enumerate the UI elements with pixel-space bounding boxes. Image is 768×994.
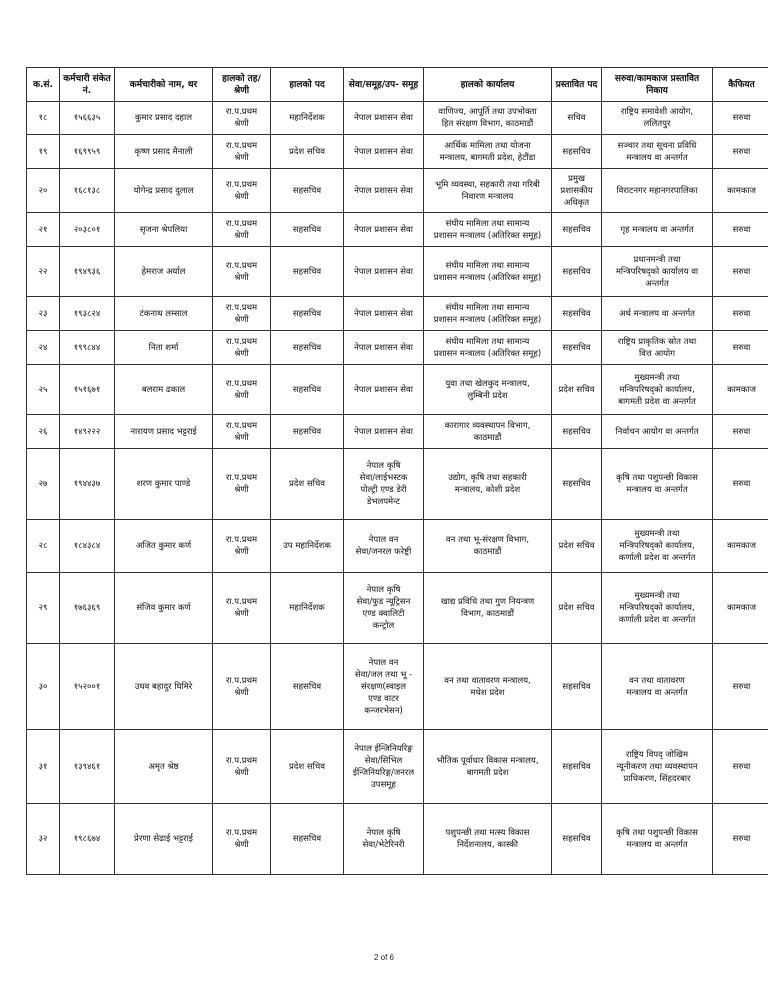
cell-employee-code: १५१६७१ [60, 365, 115, 415]
cell-proposed-post: प्रदेश सचिव [552, 520, 602, 573]
table-row [27, 804, 768, 875]
cell-proposed-post: सहसचिव [552, 804, 602, 875]
table-row [27, 449, 768, 520]
cell-current-office: भौतिक पूर्वाधार विकास मन्त्रालय, बागमती प्रदेश [424, 730, 552, 804]
cell-employee-code: १७६३६९ [60, 573, 115, 644]
cell-employee-code: १९४४३७ [60, 449, 115, 520]
column-header-remarks: कैफियत [713, 68, 768, 102]
cell-employee-code: १९८६७४ [60, 804, 115, 875]
cell-employee-code: १३९४६१ [60, 730, 115, 804]
cell-current-office: वाणिज्य, आपूर्ति तथा उपभोक्ता हित संरक्षण विभाग, काठमाडौं [424, 102, 552, 135]
cell-serial-number: २२ [27, 247, 60, 297]
cell-employee-code: १६८१३८ [60, 169, 115, 213]
cell-employee-name: निता शर्मा [115, 331, 213, 365]
cell-current-level: रा.प.प्रथम श्रेणी [213, 730, 271, 804]
cell-employee-name: अजित कुमार कर्ण [115, 520, 213, 573]
table-row [27, 365, 768, 415]
cell-serial-number: २७ [27, 449, 60, 520]
cell-current-level: रा.प.प्रथम श्रेणी [213, 331, 271, 365]
table-row [27, 573, 768, 644]
cell-proposed-body: अर्थ मन्त्रालय वा अन्तर्गत [602, 297, 713, 331]
cell-proposed-post: सहसचिव [552, 730, 602, 804]
cell-serial-number: ३० [27, 644, 60, 730]
cell-current-level: रा.प.प्रथम श्रेणी [213, 365, 271, 415]
cell-proposed-body: निर्वाचन आयोग वा अन्तर्गत [602, 415, 713, 449]
table-row [27, 730, 768, 804]
cell-current-level: रा.प.प्रथम श्रेणी [213, 449, 271, 520]
table-row [27, 331, 768, 365]
cell-proposed-post: सहसचिव [552, 213, 602, 247]
cell-proposed-body: मुख्यमन्त्री तथा मन्त्रिपरिषद्को कार्यालय, कर्णाली प्रदेश वा अन्तर्गत [602, 573, 713, 644]
cell-employee-name: बलराम ढकाल [115, 365, 213, 415]
cell-service-group: नेपाल कृषि सेवा/भेटेरिनरी [344, 804, 424, 875]
cell-employee-name: हेमराज अर्याल [115, 247, 213, 297]
table-row [27, 520, 768, 573]
cell-serial-number: ३१ [27, 730, 60, 804]
cell-serial-number: २५ [27, 365, 60, 415]
cell-proposed-post: सहसचिव [552, 644, 602, 730]
cell-service-group: नेपाल प्रशासन सेवा [344, 247, 424, 297]
cell-current-office: संघीय मामिला तथा सामान्य प्रशासन मन्त्रालय (अतिरिक्त समूह) [424, 247, 552, 297]
cell-remarks: कामकाज [713, 365, 768, 415]
cell-proposed-body: राष्ट्रिय समावेशी आयोग, ललितपुर [602, 102, 713, 135]
cell-proposed-post: सहसचिव [552, 247, 602, 297]
cell-employee-name: टंकनाथ लम्साल [115, 297, 213, 331]
cell-employee-name: कुमार प्रसाद दहाल [115, 102, 213, 135]
cell-current-post: महानिर्देशक [271, 573, 344, 644]
cell-service-group: नेपाल प्रशासन सेवा [344, 135, 424, 169]
cell-proposed-post: सहसचिव [552, 331, 602, 365]
column-header-current-level: हालको तह/श्रेणी [213, 68, 271, 102]
cell-employee-name: संजिव कुमार कर्ण [115, 573, 213, 644]
cell-proposed-body: सञ्चार तथा सूचना प्रविधि मन्त्रालय वा अन्तर्गत [602, 135, 713, 169]
cell-proposed-body: विराटनगर महानगरपालिका [602, 169, 713, 213]
cell-employee-code: १४९२२२ [60, 415, 115, 449]
cell-proposed-body: राष्ट्रिय विपद् जोखिम न्यूनीकरण तथा व्यवस्थापन प्राधिकरण, सिंहदरबार [602, 730, 713, 804]
cell-current-post: सहसचिव [271, 297, 344, 331]
cell-current-office: संघीय मामिला तथा सामान्य प्रशासन मन्त्रालय (अतिरिक्त समूह) [424, 331, 552, 365]
cell-remarks: कामकाज [713, 573, 768, 644]
cell-current-level: रा.प.प्रथम श्रेणी [213, 102, 271, 135]
cell-current-office: संघीय मामिला तथा सामान्य प्रशासन मन्त्रालय (अतिरिक्त समूह) [424, 297, 552, 331]
cell-proposed-post: सहसचिव [552, 415, 602, 449]
column-header-employee-name: कर्मचारीको नाम, थर [115, 68, 213, 102]
cell-current-post: प्रदेश सचिव [271, 449, 344, 520]
cell-current-post: प्रदेश सचिव [271, 730, 344, 804]
cell-remarks: सरुवा [713, 644, 768, 730]
cell-current-level: रा.प.प्रथम श्रेणी [213, 247, 271, 297]
table-row [27, 247, 768, 297]
cell-current-post: सहसचिव [271, 365, 344, 415]
cell-employee-name: अमृत श्रेष्ठ [115, 730, 213, 804]
cell-current-level: रा.प.प्रथम श्रेणी [213, 804, 271, 875]
cell-current-office: पशुपन्छी तथा मत्स्य विकास निर्देशनालय, कास्की [424, 804, 552, 875]
cell-employee-name: सृजना श्रेपलिया [115, 213, 213, 247]
cell-proposed-post: सचिव [552, 102, 602, 135]
cell-service-group: नेपाल कृषि सेवा/लाईभस्टक पोल्ट्री एण्ड डेरी डेभलपमेन्ट [344, 449, 424, 520]
cell-current-office: वन तथा वातावरण मन्त्रालय, मधेश प्रदेश [424, 644, 552, 730]
cell-employee-code: १८४३८४ [60, 520, 115, 573]
cell-serial-number: २४ [27, 331, 60, 365]
column-header-employee-code: कर्मचारी संकेत नं. [60, 68, 115, 102]
cell-current-office: आर्थिक मामिला तथा योजना मन्त्रालय, बागमती प्रदेश, हेटौंडा [424, 135, 552, 169]
cell-current-level: रा.प.प्रथम श्रेणी [213, 213, 271, 247]
cell-proposed-body: मुख्यमन्त्री तथा मन्त्रिपरिषद्को कार्यालय, बागमती प्रदेश वा अन्तर्गत [602, 365, 713, 415]
cell-serial-number: १९ [27, 135, 60, 169]
cell-proposed-post: प्रदेश सचिव [552, 573, 602, 644]
cell-current-level: रा.प.प्रथम श्रेणी [213, 573, 271, 644]
cell-proposed-body: कृषि तथा पशुपन्छी विकास मन्त्रालय वा अन्तर्गत [602, 449, 713, 520]
table-header-row [27, 68, 768, 102]
cell-current-post: सहसचिव [271, 331, 344, 365]
cell-service-group: नेपाल वन सेवा/जल तथा भू - संरक्षण(स्वाइल एण्ड वाटर कन्जरभेसन) [344, 644, 424, 730]
cell-current-level: रा.प.प्रथम श्रेणी [213, 135, 271, 169]
transfer-table [26, 67, 768, 875]
cell-employee-code: १६९९५९ [60, 135, 115, 169]
cell-current-level: रा.प.प्रथम श्रेणी [213, 297, 271, 331]
cell-service-group: नेपाल प्रशासन सेवा [344, 415, 424, 449]
table-row [27, 415, 768, 449]
cell-employee-name: उधव बहादुर घिमिरे [115, 644, 213, 730]
cell-current-post: प्रदेश सचिव [271, 135, 344, 169]
cell-remarks: सरुवा [713, 730, 768, 804]
cell-proposed-post: सहसचिव [552, 449, 602, 520]
cell-current-level: रा.प.प्रथम श्रेणी [213, 169, 271, 213]
cell-employee-code: १९३८२४ [60, 297, 115, 331]
cell-current-post: सहसचिव [271, 169, 344, 213]
cell-service-group: नेपाल प्रशासन सेवा [344, 297, 424, 331]
cell-remarks: सरुवा [713, 247, 768, 297]
table-body [27, 102, 768, 875]
cell-remarks: सरुवा [713, 449, 768, 520]
column-header-current-office: हालको कार्यालय [424, 68, 552, 102]
cell-current-office: खाद्य प्रविधि तथा गुण नियन्त्रण विभाग, काठमाडौं [424, 573, 552, 644]
table-row [27, 169, 768, 213]
cell-current-post: उप महानिर्देशक [271, 520, 344, 573]
table-row [27, 297, 768, 331]
cell-employee-name: शरण कुमार पाण्डे [115, 449, 213, 520]
cell-remarks: सरुवा [713, 804, 768, 875]
cell-employee-code: २०३८०१ [60, 213, 115, 247]
column-header-proposed-body: सरुवा/कामकाज प्रस्तावित निकाय [602, 68, 713, 102]
cell-remarks: सरुवा [713, 213, 768, 247]
cell-current-level: रा.प.प्रथम श्रेणी [213, 415, 271, 449]
column-header-current-post: हालको पद [271, 68, 344, 102]
cell-current-post: सहसचिव [271, 415, 344, 449]
cell-proposed-body: गृह मन्त्रालय वा अन्तर्गत [602, 213, 713, 247]
cell-service-group: नेपाल ईन्जिनियरिङ्ग सेवा/सिभिल ईन्जिनियरिङ्ग/जनरल उपसमूह [344, 730, 424, 804]
cell-employee-code: १९९८४४ [60, 331, 115, 365]
cell-remarks: सरुवा [713, 135, 768, 169]
cell-proposed-post: प्रदेश सचिव [552, 365, 602, 415]
cell-remarks: सरुवा [713, 297, 768, 331]
cell-proposed-body: प्रधानमन्त्री तथा मन्त्रिपरिषद्को कार्यालय वा अन्तर्गत [602, 247, 713, 297]
cell-employee-name: योगेन्द्र प्रसाद दुलाल [115, 169, 213, 213]
cell-current-office: संघीय मामिला तथा सामान्य प्रशासन मन्त्रालय (अतिरिक्त समूह) [424, 213, 552, 247]
table-row [27, 644, 768, 730]
cell-serial-number: २३ [27, 297, 60, 331]
cell-remarks: सरुवा [713, 102, 768, 135]
cell-current-level: रा.प.प्रथम श्रेणी [213, 644, 271, 730]
cell-serial-number: २९ [27, 573, 60, 644]
cell-current-office: कारागार व्यवस्थापन विभाग, काठमाडौं [424, 415, 552, 449]
cell-current-office: युवा तथा खेलकुद मन्त्रालय, लुम्बिनी प्रदेश [424, 365, 552, 415]
cell-remarks: कामकाज [713, 520, 768, 573]
cell-proposed-body: मुख्यमन्त्री तथा मन्त्रिपरिषद्को कार्यालय, कर्णाली प्रदेश वा अन्तर्गत [602, 520, 713, 573]
table-row [27, 102, 768, 135]
cell-employee-name: प्रेरणा सेढाई भट्टराई [115, 804, 213, 875]
cell-service-group: नेपाल प्रशासन सेवा [344, 169, 424, 213]
page-number: 2 of 6 [373, 953, 394, 962]
cell-serial-number: २६ [27, 415, 60, 449]
cell-service-group: नेपाल प्रशासन सेवा [344, 213, 424, 247]
cell-proposed-body: कृषि तथा पशुपन्छी विकास मन्त्रालय वा अन्तर्गत [602, 804, 713, 875]
cell-service-group: नेपाल प्रशासन सेवा [344, 331, 424, 365]
cell-proposed-post: सहसचिव [552, 135, 602, 169]
cell-employee-code: १९४९३६ [60, 247, 115, 297]
cell-current-post: सहसचिव [271, 213, 344, 247]
cell-proposed-post: सहसचिव [552, 297, 602, 331]
cell-proposed-body: राष्ट्रिय प्राकृतिक स्रोत तथा वित्त आयोग [602, 331, 713, 365]
cell-serial-number: २० [27, 169, 60, 213]
cell-service-group: नेपाल वन सेवा/जनरल फरेष्ट्री [344, 520, 424, 573]
cell-serial-number: ३२ [27, 804, 60, 875]
cell-employee-name: नारायण प्रसाद भट्टराई [115, 415, 213, 449]
cell-current-office: उद्योग, कृषि तथा सहकारी मन्त्रालय, कोशी प्रदेश [424, 449, 552, 520]
cell-current-office: भूमि व्यवस्था, सहकारी तथा गरिबी निवारण मन्त्रालय [424, 169, 552, 213]
cell-current-post: सहसचिव [271, 804, 344, 875]
cell-remarks: कामकाज [713, 169, 768, 213]
cell-current-office: वन तथा भू-संरक्षण विभाग, काठमाडौं [424, 520, 552, 573]
cell-remarks: सरुवा [713, 331, 768, 365]
cell-proposed-post: प्रमुख प्रशासकीय अधिकृत [552, 169, 602, 213]
cell-employee-code: १५६६३५ [60, 102, 115, 135]
table-row [27, 135, 768, 169]
table-row [27, 213, 768, 247]
cell-remarks: सरुवा [713, 415, 768, 449]
cell-employee-name: कृष्ण प्रसाद मैनाली [115, 135, 213, 169]
cell-current-post: महानिर्देशक [271, 102, 344, 135]
cell-serial-number: २८ [27, 520, 60, 573]
cell-service-group: नेपाल प्रशासन सेवा [344, 102, 424, 135]
column-header-service-group: सेवा/समूह/उप- समूह [344, 68, 424, 102]
cell-serial-number: २१ [27, 213, 60, 247]
cell-current-level: रा.प.प्रथम श्रेणी [213, 520, 271, 573]
column-header-proposed-post: प्रस्तावित पद [552, 68, 602, 102]
column-header-serial-number: क.सं. [27, 68, 60, 102]
cell-service-group: नेपाल कृषि सेवा/फुड न्यूट्रिसन एण्ड क्वालिटी कन्ट्रोल [344, 573, 424, 644]
cell-serial-number: १८ [27, 102, 60, 135]
cell-current-post: सहसचिव [271, 644, 344, 730]
cell-service-group: नेपाल प्रशासन सेवा [344, 365, 424, 415]
cell-proposed-body: वन तथा वातावरण मन्त्रालय वा अन्तर्गत [602, 644, 713, 730]
cell-current-post: सहसचिव [271, 247, 344, 297]
cell-employee-code: १५२००१ [60, 644, 115, 730]
